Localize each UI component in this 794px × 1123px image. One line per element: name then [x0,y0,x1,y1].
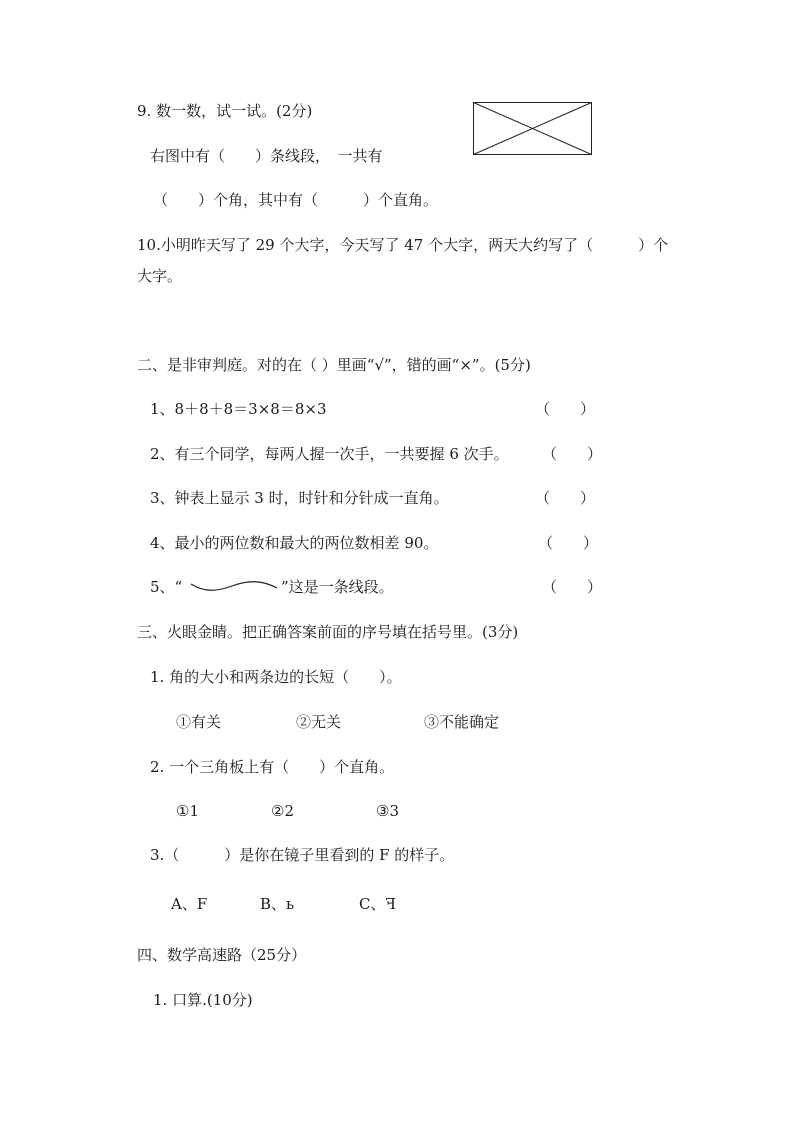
choice-1-option-a: ①有关 [176,713,222,731]
question-9-line-1: 右图中有（ ）条线段， 一共有 [150,147,383,165]
choice-question-1: 1. 角的大小和两条边的长短（ ）。 [150,668,402,686]
question-9-line-2: （ ）个角，其中有（ ）个直角。 [153,191,439,209]
section-three-heading: 三、火眼金睛。把正确答案前面的序号填在括号里。(3分) [137,623,519,641]
true-false-item-2: 2、有三个同学，每两人握一次手，一共要握 6 次手。 [150,445,509,463]
true-false-blank-1: （ ） [535,400,596,418]
question-10-line-2: 大字。 [137,267,183,285]
true-false-blank-2: （ ） [542,445,603,463]
true-false-blank-4: （ ） [538,534,599,552]
choice-3-option-c: C、ꟻ [359,895,396,913]
choice-3-option-b: B、ь [260,895,295,913]
true-false-blank-5: （ ） [542,578,603,596]
true-false-item-5-prefix: 5、“ [150,578,183,596]
true-false-item-3: 3、钟表上显示 3 时，时针和分针成一直角。 [150,489,449,507]
section-four-heading: 四、数学高速路（25分） [137,946,307,964]
true-false-item-1: 1、8＋8＋8＝3×8＝8×3 [150,400,327,418]
choice-1-option-c: ③不能确定 [424,713,500,731]
question-10-line-1: 10.小明昨天写了 29 个大字，今天写了 47 个大字，两天大约写了（ ）个 [137,236,669,254]
choice-2-option-c: ③3 [376,802,399,820]
section-four-subheading: 1. 口算.(10分) [153,991,253,1009]
choice-3-option-a: A、F [171,895,208,913]
true-false-item-4: 4、最小的两位数和最大的两位数相差 90。 [150,534,439,552]
rectangle-with-diagonals-figure [473,102,592,155]
question-9-title: 9. 数一数，试一试。(2分) [137,102,313,120]
choice-2-option-b: ②2 [271,802,294,820]
choice-1-option-b: ②无关 [296,713,342,731]
choice-question-3: 3.（ ）是你在镜子里看到的 F 的样子。 [150,846,455,864]
section-two-heading: 二、是非审判庭。对的在（ ）里画“√”，错的画“×”。(5分) [137,356,531,374]
true-false-blank-3: （ ） [535,489,596,507]
choice-2-option-a: ①1 [176,802,199,820]
true-false-item-5-suffix: ”这是一条线段。 [281,578,394,596]
choice-question-2: 2. 一个三角板上有（ ）个直角。 [150,758,395,776]
wavy-line-figure [190,579,278,593]
